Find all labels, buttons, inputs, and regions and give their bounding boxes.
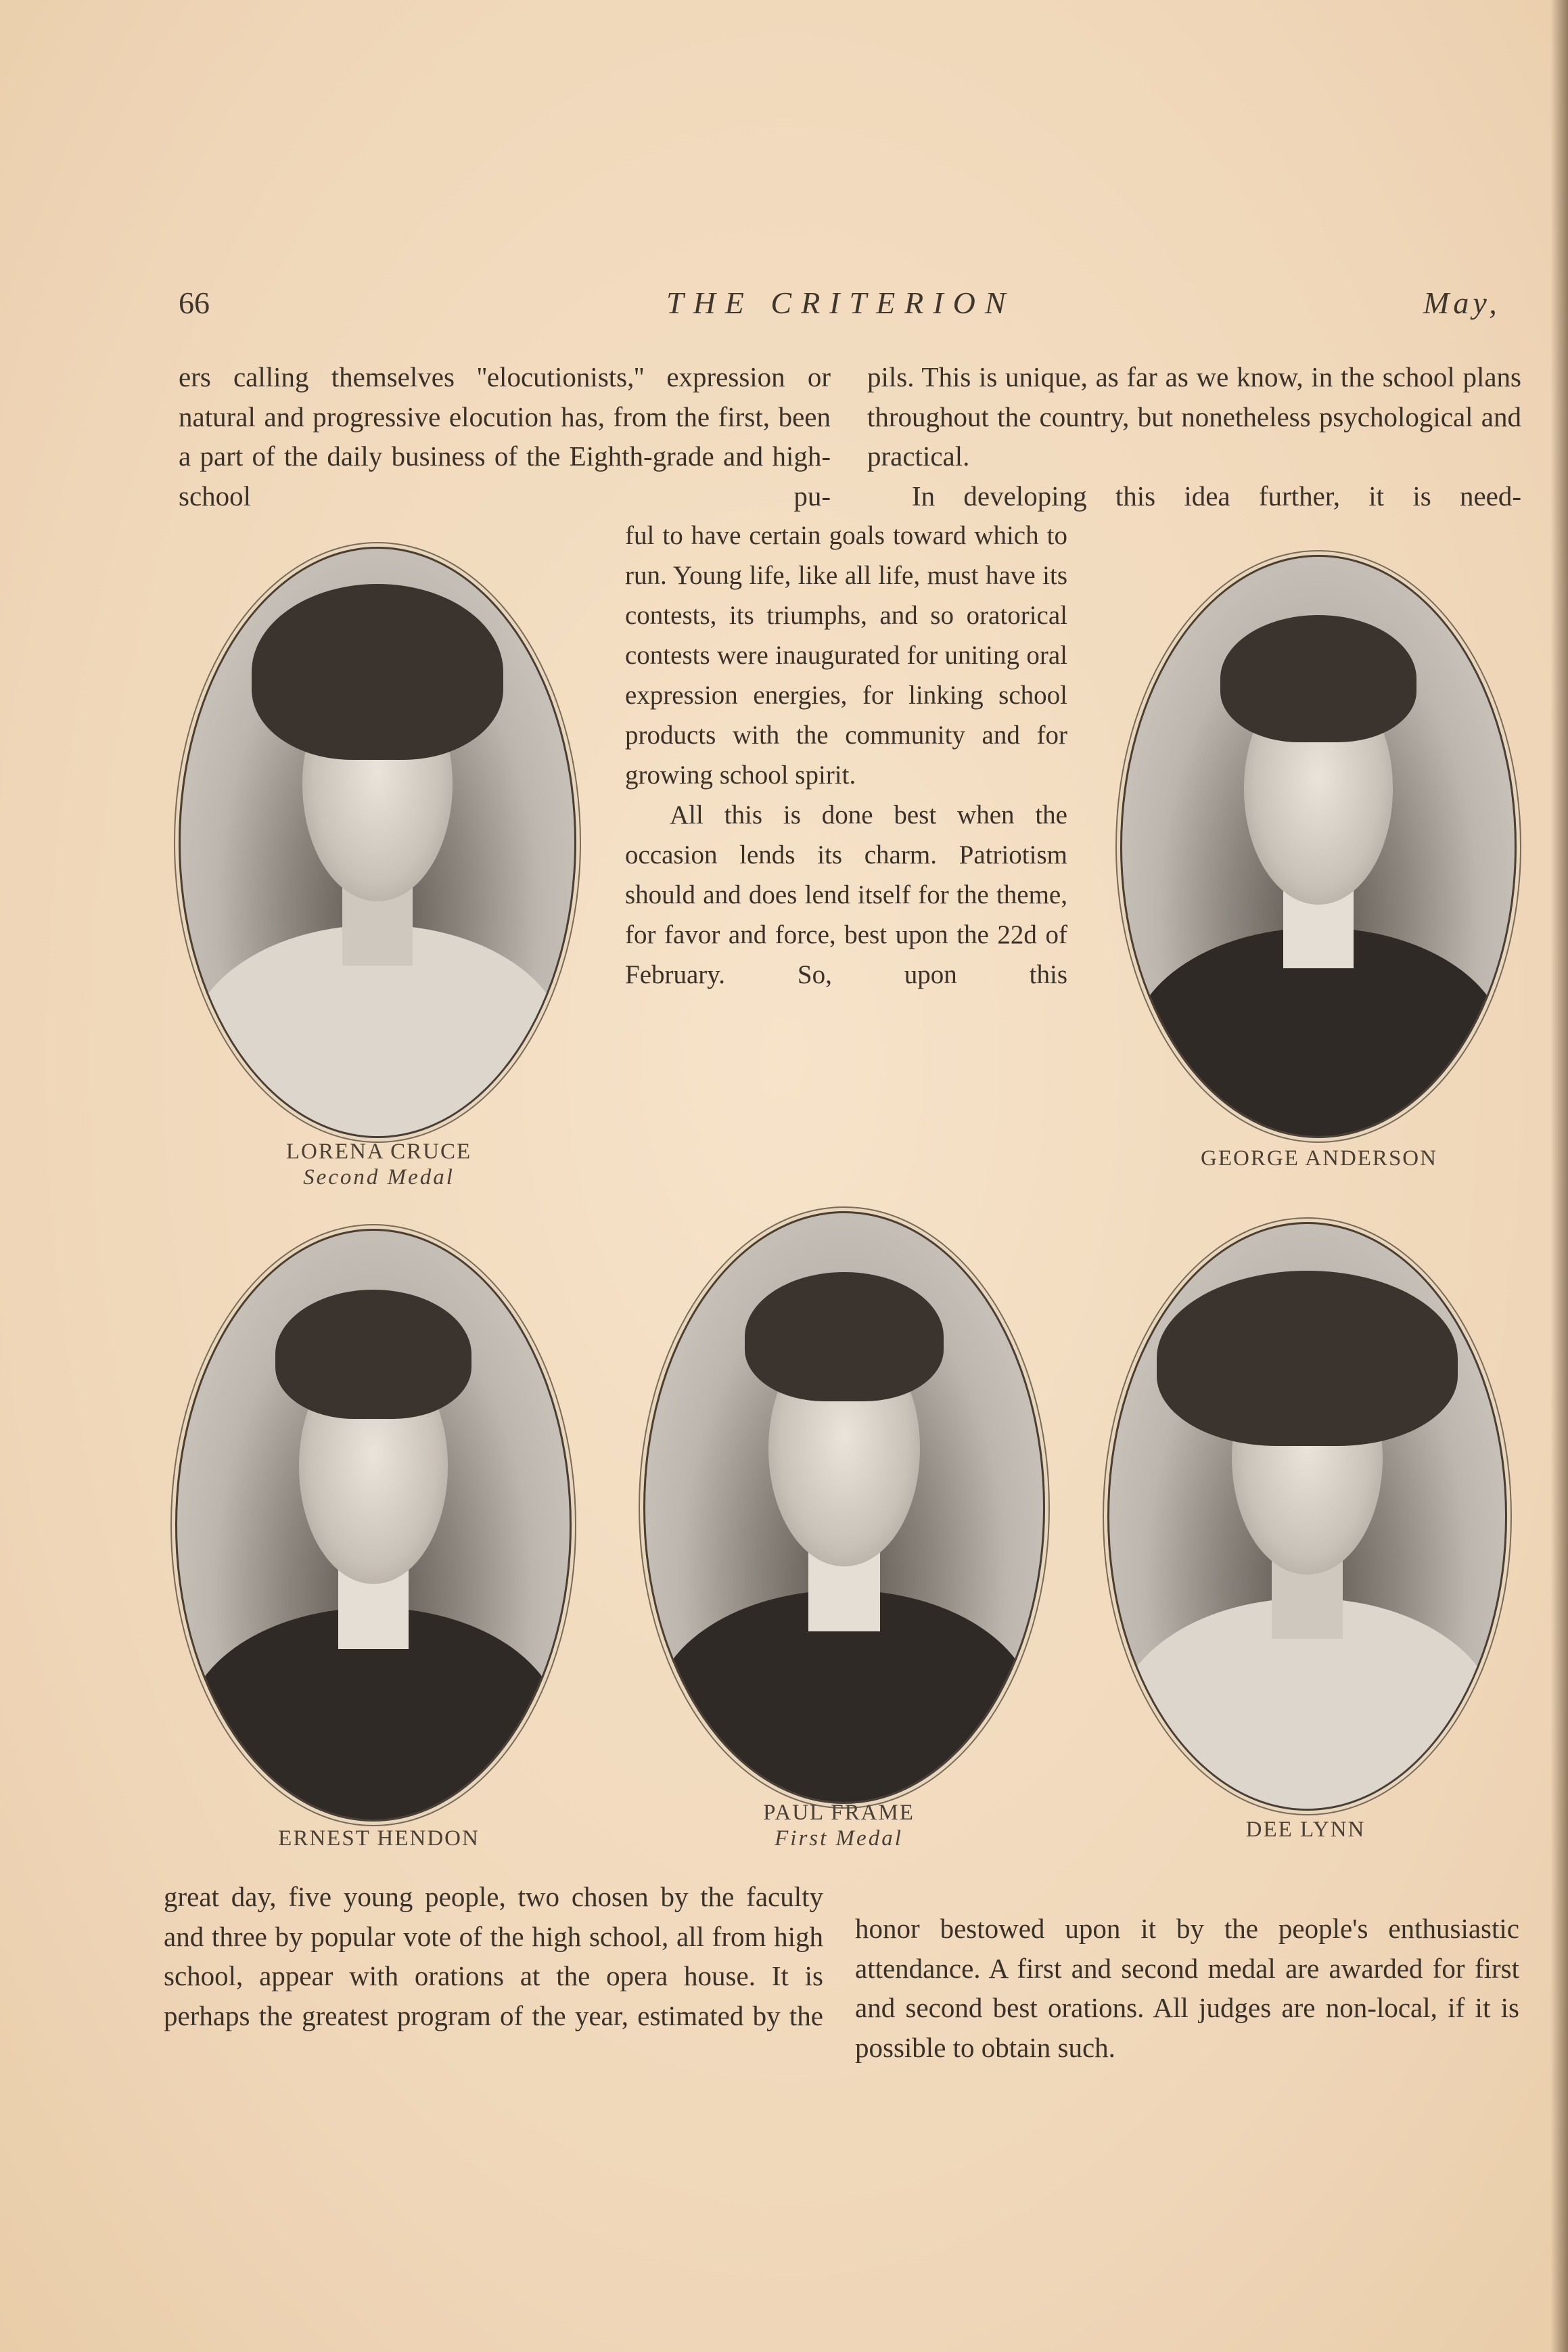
- caption-george-anderson: [1150, 1146, 1488, 1171]
- portrait-hair: [745, 1272, 944, 1401]
- caption-name: ERNEST HENDON: [278, 1826, 480, 1851]
- caption-name: LORENA CRUCE: [285, 1139, 472, 1164]
- caption-medal: First Medal: [775, 1826, 903, 1851]
- portrait-ernest-hendon: [175, 1229, 572, 1822]
- caption-lorena-cruce: [244, 1139, 514, 1190]
- caption-name: DEE LYNN: [1245, 1817, 1366, 1842]
- caption-name: PAUL FRAME: [763, 1801, 915, 1825]
- running-month: May,: [1423, 286, 1501, 320]
- paragraph: In developing this idea further, it is need-: [912, 480, 1521, 512]
- text-column-left-top: ers calling themselves ''elocutionists,'' expression or natural and progressive elocution has, from the first, been a part of the daily business of the Eighth-grade and high-school pu-: [179, 361, 831, 512]
- portrait-hair: [275, 1290, 471, 1419]
- caption-dee-lynn: [1170, 1817, 1441, 1842]
- text-column-middle: [625, 516, 1067, 995]
- portrait-hair: [252, 584, 503, 760]
- portrait-lorena-cruce: [179, 547, 576, 1138]
- text-column-left-bottom: great day, five young people, two chosen by the faculty and three by popular vote of the high school, all from high school, appear with orations at the opera house. It is perhaps the greatest program of the year, estimated by the: [164, 1881, 823, 2031]
- text-column-right-top: [867, 357, 1521, 516]
- portrait-hair: [1157, 1271, 1458, 1446]
- caption-name: GEORGE ANDERSON: [1201, 1146, 1437, 1171]
- running-title: THE CRITERION: [666, 286, 1015, 320]
- paragraph: ful to have certain goals toward which to run. Young life, like all life, must have its contests, its triumphs, and so oratorical contests were inaugurated for uniting oral expression energies, for linking school products with the community and for growing school spirit.: [625, 521, 1067, 790]
- text-column-right-bottom: honor bestowed upon it by the people's enthusiastic attendance. A first and second medal are awarded for first and second best orations. All judges are non-local, if it is possible to obtain such.: [855, 1913, 1519, 2063]
- caption-paul-frame: [704, 1800, 974, 1851]
- book-spine-shadow: [1550, 0, 1568, 2352]
- paragraph: pils. This is unique, as far as we know, in the school plans throughout the country, but nonetheless psychological and practical.: [867, 361, 1521, 472]
- caption-medal: Second Medal: [303, 1165, 455, 1190]
- portrait-dee-lynn: [1107, 1222, 1507, 1811]
- portrait-hair: [1220, 615, 1416, 742]
- portrait-george-anderson: [1120, 555, 1517, 1138]
- caption-ernest-hendon: [216, 1826, 541, 1851]
- portrait-paul-frame: [643, 1211, 1045, 1804]
- page-number: 66: [179, 286, 210, 320]
- paragraph: All this is done best when the occasion lends its charm. Patriotism should and does lend itself for the theme, for favor and force, best upon the 22d of February. So, upon this: [625, 800, 1067, 989]
